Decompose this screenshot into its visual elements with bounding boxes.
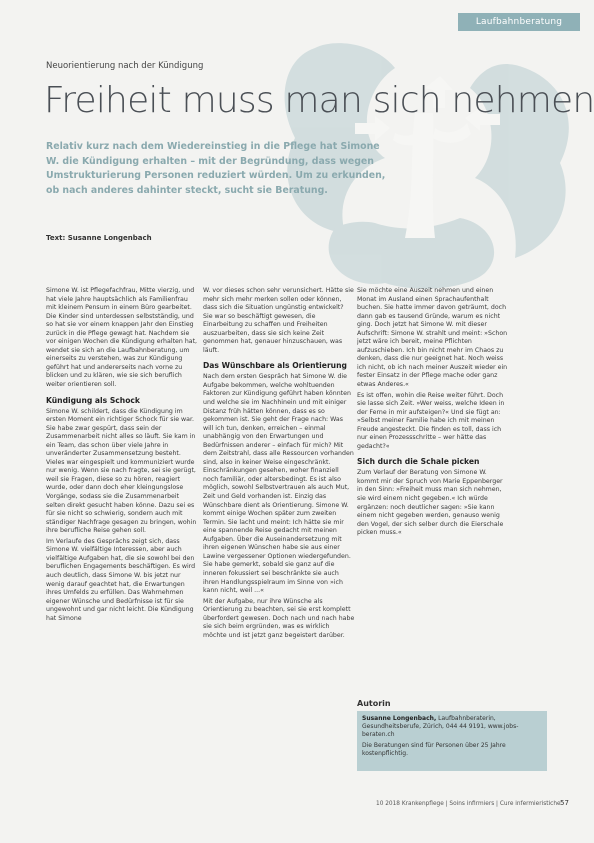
article-title: Freiheit muss man sich nehmen <box>44 80 594 121</box>
subheading: Sich durch die Schale picken <box>357 457 480 467</box>
author-heading: Autorin <box>357 699 391 708</box>
paragraph: Zum Verlauf der Beratung von Simone W. kommt mir der Spruch von Marie Eppenberger in den Sinn: »Freiheit muss man sich nehmen, sie wird einem nicht gegeben.« Ich würde ergänzen: noch deutlicher sagen: »Sie kann einem nicht gegeben werden, genauso wenig den Vogel, der sich selber durch die Eierschale picken muss.« <box>357 469 504 537</box>
article-kicker: Neuorientierung nach der Kündigung <box>46 61 204 71</box>
body-column-1 <box>46 287 198 775</box>
cloud-shape-left <box>285 43 395 233</box>
paragraph: Im Verlaufe des Gesprächs zeigt sich, dass Simone W. vielfältige Interessen, aber auch vielfältige Aufgaben hat, die sie sowohl bei den beruflichen Engagements beschäftigen. Es wird auch deutlich, dass Simone W. bis jetzt nur wenig darauf geachtet hat, die Erwartungen ihres Umfelds zu erfüllen. Das Wahrnehmen eigener Wünsche und Bedürfnisse ist für sie ungewohnt und gar nicht leicht. Die Kündigung hat Simone <box>46 537 196 622</box>
byline: Text: Susanne Longenbach <box>46 234 152 242</box>
author-note: Die Beratungen sind für Personen über 25 Jahre kostenpflichtig. <box>362 742 506 757</box>
paragraph: Nach dem ersten Gespräch hat Simone W. die Aufgabe bekommen, welche wohltuenden Faktoren zur Kündigung geführt haben könnten und welche sie im Nachhinein und mit einiger Distanz früh hätten können, dass es so gekommen ist. Sie geht der Frage nach: Was will ich tun, denken, erreichen – einmal unabhängig von den Erwartungen und Bedürfnissen anderer – einfach für mich? Mit dem Zeitstrahl, dass alle Ressourcen vorhanden sind, also in keiner Weise eingeschränkt. Einschränkungen gesehen, woher finanziell noch familiär, oder altersbedingt. Es ist also möglich, sowohl Selbstvertrauen als auch Mut, Zeit und Geld vorhanden ist. Einzig das Wünschbare dient als Orientierung. Simone W. kommt einige Wochen später zum zweiten Termin. Sie lacht und meint: Ich hätte sie mir eine spannende Reise gedacht mit meinen Aufgaben. Über die Auseinandersetzung mit ihren eigenen Wünschen habe sie aus einer Lawine vergessener Optionen wiedergefunden. Sie habe gemerkt, sobald sie ganz auf die inneren fokussiert sei beschränkte sie auch ihren Handlungsspielraum im Sinne von »ich kann nicht, weil ...« <box>203 373 354 595</box>
paragraph: Es ist offen, wohin die Reise weiter führt. Doch sie lasse sich Zeit. »Wer weiss, welche Ideen in der Ferne in mir aufsteigen?« Und sie fügt an: »Selbst meiner Familie habe ich mit meinen Freude angesteckt. Die finden es toll, dass ich nur einen Prozessschritte – wer hätte das gedacht?« <box>357 391 505 450</box>
subheading: Kündigung als Schock <box>46 395 140 405</box>
author-description: Laufbahnberaterin, Gesundheitsberufe, Zürich, 044 44 9191, www.jobs-beraten.ch <box>362 715 519 738</box>
author-box <box>357 711 547 771</box>
article-lead: Relativ kurz nach dem Wiedereinstieg in die Pflege hat Simone W. die Kündigung erhalten – mit der Begründung, dass wegen Umstrukturierung Personen reduziert würden. Um zu erkunden, ob nach anderes dahinter steckt, sucht sie Beratung. <box>46 141 386 196</box>
paragraph: W. vor dieses schon sehr verunsichert. Hätte sie mehr sich mehr merken sollen oder können, dass sich die Situation ungünstig entwickelt? Sie war so beschäftigt gewesen, die Einarbeitung zu schaffen und Freiheiten auszuarbeiten, dass sie sich keine Zeit genommen hat, genauer hinzuschauen, was läuft. <box>203 287 354 354</box>
paragraph: Simone W. schildert, dass die Kündigung im ersten Moment ein richtiger Schock für sie war. Sie habe zwar gespürt, dass sein der Zusammenarbeit nicht alles so läuft. Sie kam in ein Team, das schon über viele Jahre in unveränderter Zusammensetzung besteht. Vieles war eingespielt und kommuniziert wurde nur wenig. Wenn sie nach fragte, sei sie gerügt, weil sie Fragen, diese so zu hören, reagiert wurde, oder dann doch eher kleingungslose Vorgänge, sodass sie die Zusammenarbeit selten direkt gesucht haben könne. Dazu sei es für sie nicht so schwierig, sondern auch mit ständiger Nachfrage gesagen zu bringen, wohin ihre berufliche Reise gehen soll. <box>46 407 197 535</box>
page-footer: 10 2018 Krankenpflege | Soins infirmiers | Cure infermieristiche <box>376 801 561 807</box>
paragraph: Simone W. ist Pflegefachfrau, Mitte vierzig, und hat viele Jahre hauptsächlich als Familienfrau mit kleinem Pensum in einem Büro gearbeitet. Die Kinder sind unterdessen selbstständig, und so hat sie vor einem knappen Jahr den Einstieg zurück in die Pflege gewagt hat. Nachdem sie vor einigen Wochen die Kündigung erhalten hat, wendet sie sich an die Laufbahnberatung, um einerseits zu verstehen, was zur Kündigung geführt hat und andererseits nach vorne zu blicken und zu klären, wie sie sich beruflich weiter orientieren soll. <box>46 287 198 389</box>
paragraph: Sie möchte eine Auszeit nehmen und einen Monat im Ausland einen Sprachaufenthalt buchen. Sie hatte immer davon geträumt, doch dann gab es tausend Gründe, warum es nicht ging. Doch jetzt hat Simone W. mit dieser Aufschrift: Simone W. strahlt und meint: »Schon jetzt wäre ich bereit, meine Pflichten aufzuschieben. Ich bin nicht mehr im Chaos zu denken, dass die nur geeignet hat. Noch weiss ich nicht, ob ich nach meiner Auszeit wieder ein fester Einsatz in der Pflege mache oder ganz etwas Anderes.« <box>357 287 508 389</box>
author-info <box>357 699 547 771</box>
body-column-2 <box>203 287 355 753</box>
body-column-3 <box>357 287 509 599</box>
page-number: 57 <box>560 799 569 807</box>
section-tag: Laufbahnberatung <box>458 13 580 31</box>
subheading: Das Wünschbare als Orientierung <box>203 361 347 371</box>
author-name: Susanne Longenbach, <box>362 715 437 722</box>
paragraph: Mit der Aufgabe, nur ihre Wünsche als Orientierung zu beachten, sei sie erst komplett überfordert gewesen. Doch nach und nach habe sie sich beim ergründen, was es wirklich möchte und ist jetzt ganz begeistert darüber. <box>203 597 355 639</box>
